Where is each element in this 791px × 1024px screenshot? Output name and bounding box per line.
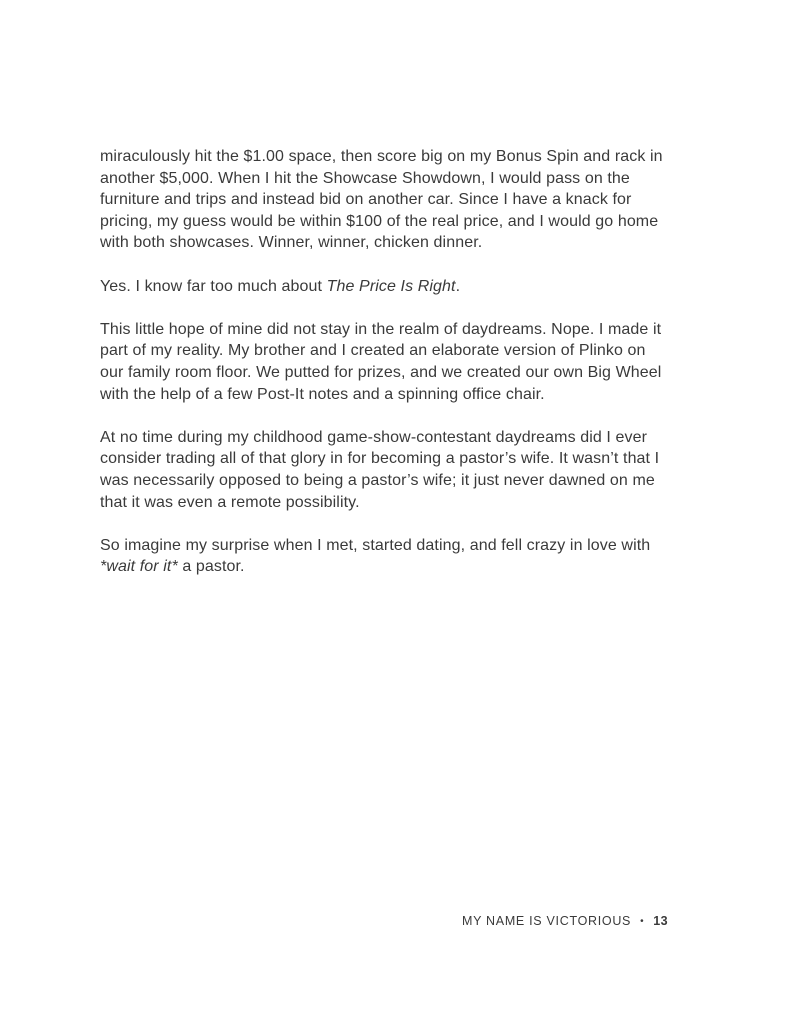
show-title-italic: The Price Is Right (326, 277, 456, 295)
paragraph-2-period: . (455, 277, 461, 295)
paragraph-1: miraculously hit the $1.00 space, then score big on my Bonus Spin and rack in another $5,000. When I hit the Showcase Showdown, I would pass on the furniture and trips and instead bid on another car. Since I have a knack for pricing, my guess would be within $100 of the real price, and I would go home with both showcases. Winner, winner, chicken dinner. (100, 148, 663, 252)
paragraph-5 (100, 535, 668, 578)
paragraph-2 (100, 276, 668, 298)
paragraph-5-text: So imagine my surprise when I met, started dating, and fell crazy in love with (100, 536, 651, 554)
body-text (100, 146, 668, 599)
page-footer (462, 914, 668, 929)
page-number: 13 (653, 914, 668, 928)
wait-for-it-italic: *wait for it* (100, 558, 178, 576)
paragraph-3: This little hope of mine did not stay in the realm of daydreams. Nope. I made it part of my reality. My brother and I created an elaborate version of Plinko on our family room floor. We putted for prizes, and we created our own Big Wheel with the help of a few Post-It notes and a spinning office chair. (100, 320, 662, 403)
footer-separator: • (640, 916, 645, 927)
paragraph-2-text: Yes. I know far too much about (100, 277, 327, 295)
paragraph-4: At no time during my childhood game-show-contestant daydreams did I ever consider trading all of that glory in for becoming a pastor’s wife. It wasn’t that I was necessarily opposed to being a pastor’s wife; it just never dawned on me that it was even a remote possibility. (100, 428, 660, 511)
running-head: MY NAME IS VICTORIOUS (461, 914, 632, 928)
paragraph-5-end: a pastor. (177, 558, 245, 576)
